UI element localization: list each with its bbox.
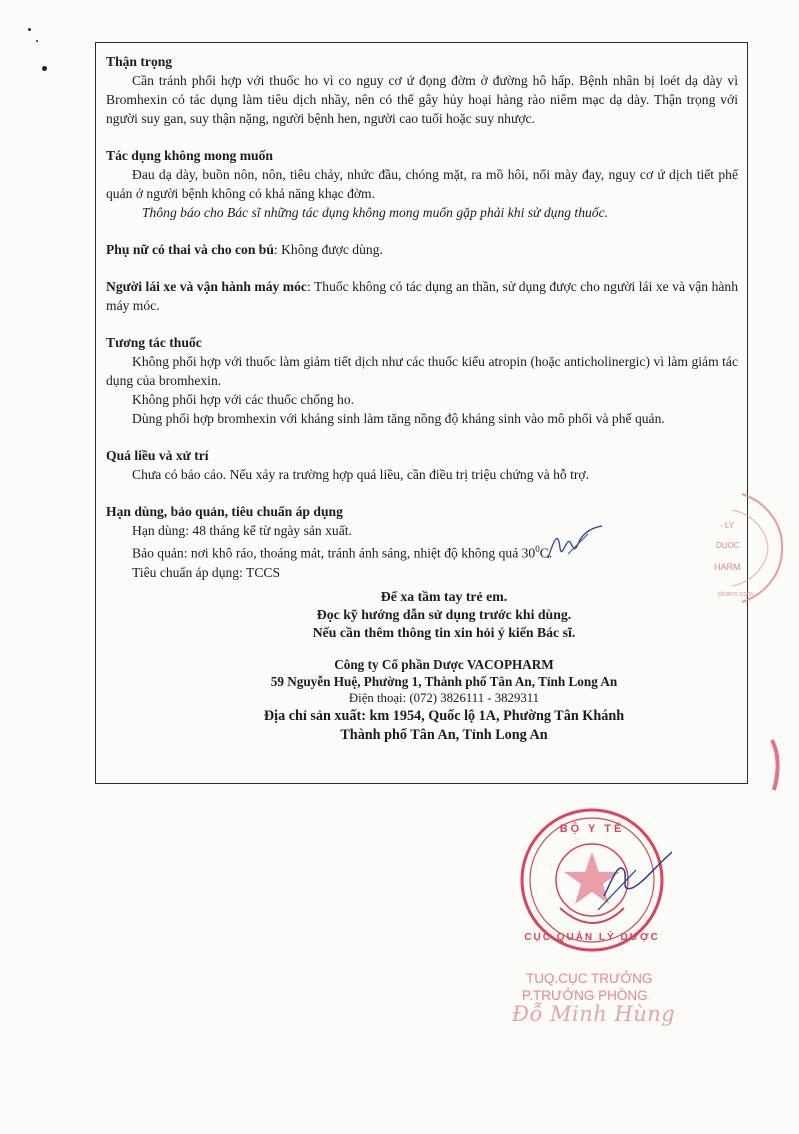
section-phu-nu-co-thai (106, 240, 738, 259)
red-ink-mark (766, 738, 784, 792)
heading-han-dung: Hạn dùng, bảo quản, tiêu chuẩn áp dụng (106, 504, 343, 519)
company-address: 59 Nguyễn Huệ, Phường 1, Thành phố Tân An, Tỉnh Long An (270, 673, 618, 689)
approval-line-2: P.TRƯỞNG PHÒNG (522, 988, 648, 1003)
bao-quan-degree: 0 (535, 544, 540, 554)
svg-text:- LY: - LY (720, 521, 735, 530)
text-nguoi-lai-xe: : Thuốc không có tác dụng an thần, sử dụng được cho người lái xe và vận hành máy móc. (106, 279, 738, 313)
company-block (106, 656, 738, 745)
company-phone: Điện thoại: (072) 3826111 - 3829311 (348, 690, 540, 705)
warnings-block (106, 588, 738, 642)
text-tuong-tac-3: Dùng phối hợp bromhexin với kháng sinh làm tăng nồng độ kháng sinh vào mô phổi và phế quản. (132, 411, 665, 426)
heading-than-trong: Thận trọng (106, 54, 173, 69)
text-tuong-tac-2: Không phối hợp với các thuốc chống ho. (132, 392, 355, 407)
section-tuong-tac-thuoc (106, 333, 738, 428)
svg-text:CỤC QUẢN LÝ DƯỢC: CỤC QUẢN LÝ DƯỢC (524, 932, 660, 943)
svg-text:HARM: HARM (714, 562, 741, 572)
heading-nguoi-lai-xe: Người lái xe và vận hành máy móc (106, 279, 307, 294)
text-tuong-tac-1: Không phối hợp với thuốc làm giảm tiết dịch như các thuốc kiểu atropin (hoặc anticholinergic) vì làm giảm tác dụng của bromhexin. (106, 354, 738, 388)
company-name: Công ty Cổ phần Dược VACOPHARM (334, 656, 554, 672)
document-content (106, 52, 738, 745)
heading-qua-lieu: Quá liều và xử trí (106, 448, 209, 463)
paragraph-nguoi-lai-xe (106, 277, 738, 315)
approval-block (508, 970, 708, 1026)
text-bao-quan (106, 540, 738, 563)
scan-speck (36, 40, 38, 42)
heading-phu-nu-co-thai: Phụ nữ có thai và cho con bú (106, 242, 274, 257)
heading-tac-dung-khong-mong-muon: Tác dụng không mong muốn (106, 148, 273, 163)
text-tieu-chuan: Tiêu chuẩn áp dụng: TCCS (132, 564, 281, 580)
text-qua-lieu: Chưa có báo cáo. Nếu xảy ra trường hợp quá liều, cần điều trị triệu chứng và hỗ trợ. (132, 467, 590, 482)
section-tac-dung-khong-mong-muon (106, 146, 738, 222)
section-than-trong (106, 52, 738, 128)
note-tac-dung-khong-mong-muon: Thông báo cho Bác sĩ những tác dụng không mong muốn gặp phải khi sử dụng thuốc. (142, 205, 609, 220)
section-han-dung (106, 502, 738, 582)
svg-text:DUOC: DUOC (716, 541, 740, 550)
svg-text:pharm.com: pharm.com (718, 591, 754, 598)
text-phu-nu-co-thai: : Không được dùng. (273, 242, 383, 257)
factory-address-2: Thành phố Tân An, Tỉnh Long An (340, 726, 548, 743)
text-tac-dung-khong-mong-muon: Đau dạ dày, buồn nôn, nôn, tiêu chảy, nhức đầu, chóng mặt, ra mồ hôi, nổi mày đay, nguy cơ ứ dịch tiết phế quản ở người bệnh không có khả năng khạc đờm. (106, 167, 738, 201)
partial-stamp-right (702, 490, 786, 606)
svg-text:BỘ Y TẾ: BỘ Y TẾ (559, 823, 625, 835)
official-seal (512, 800, 672, 960)
factory-address-1: Địa chỉ sản xuất: km 1954, Quốc lộ 1A, Phường Tân Khánh (263, 707, 625, 724)
text-han-dung: Hạn dùng: 48 tháng kể từ ngày sản xuất. (132, 523, 352, 538)
bao-quan-prefix: Bảo quản: nơi khô ráo, thoáng mát, tránh ánh sáng, nhiệt độ không quá 30 (132, 545, 536, 561)
section-nguoi-lai-xe (106, 277, 738, 315)
approval-line-1: TUQ.CỤC TRƯỞNG (526, 971, 653, 986)
paragraph-phu-nu-co-thai (106, 240, 738, 259)
section-qua-lieu (106, 446, 738, 484)
scan-speck (28, 28, 31, 31)
warning-line-2: Đọc kỹ hướng dẫn sử dụng trước khi dùng. (316, 606, 572, 622)
text-than-trong: Cần tránh phối hợp với thuốc ho vì co nguy cơ ứ đọng đờm ở đường hô hấp. Bệnh nhân bị loét dạ dày vì Bromhexin có tác dụng làm tiêu dịch nhầy, nên có thể gây hủy hoại hàng rào niêm mạc dạ dày. Thận trọng với người suy gan, suy thận nặng, người bệnh hen, người cao tuổi hoặc suy nhược. (106, 73, 738, 126)
signature-scribble-small (540, 520, 610, 570)
approval-signer: Đỗ Minh Hùng (512, 1002, 676, 1026)
warning-line-3: Nếu cần thêm thông tin xin hỏi ý kiến Bác sĩ. (312, 624, 576, 640)
scan-speck (42, 66, 47, 71)
heading-tuong-tac-thuoc: Tương tác thuốc (106, 335, 202, 350)
warning-line-1: Để xa tầm tay trẻ em. (380, 588, 508, 604)
bao-quan-suffix: C. (539, 545, 553, 561)
